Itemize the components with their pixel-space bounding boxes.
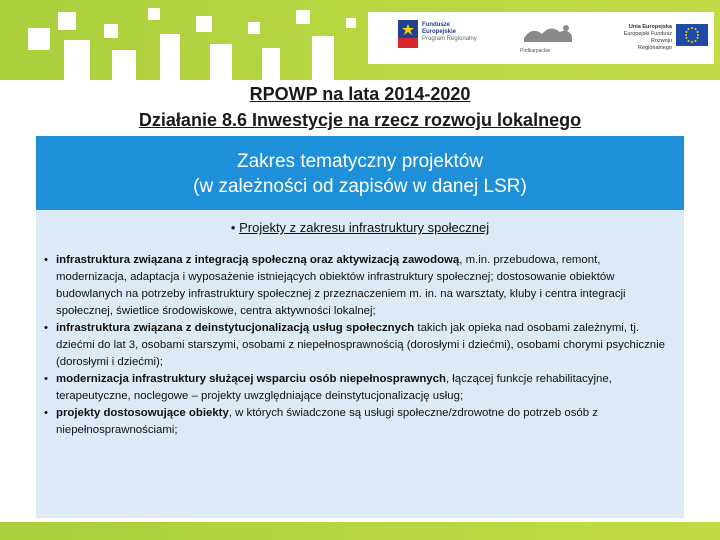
fe-line3: Program Regionalny — [422, 36, 477, 42]
decor-square — [28, 28, 50, 50]
decor-square — [262, 48, 280, 80]
list-item-text: , m.in. przebudowa, remont, modernizacja, adaptacja i wyposażenie istniejących obiektów infrastruktury społecznej; dostosowanie obiektów budowlanych na potrzeby infrastruktury społecznej z przeznaczeniem m. in. na warsztaty, kluby i centra integracji społecznej, świetlice środowiskowe, centra aktywności lokalnej; — [56, 254, 626, 317]
list-item — [44, 252, 674, 320]
decor-square — [104, 24, 118, 38]
decor-square — [346, 18, 356, 28]
decor-square — [160, 34, 180, 80]
panel-heading-line1: Zakres tematyczny projektów — [236, 151, 484, 172]
panel-heading-line2: (w zależności od zapisów w danej LSR) — [193, 176, 527, 197]
fundusze-europejskie-logo-mark — [398, 20, 418, 48]
list-item-bold: modernizacja infrastruktury służącej wsparciu osób niepełnosprawnych — [56, 373, 446, 385]
unia-europejska-text — [618, 24, 672, 52]
header-bar — [0, 0, 720, 80]
fe-line1: Fundusze — [422, 22, 450, 28]
subheading-bullet: • — [230, 220, 236, 235]
eu-flag-icon — [676, 24, 708, 46]
list-item-bold: projekty dostosowujące obiekty — [56, 407, 229, 419]
slide-title-line2: Działanie 8.6 Inwestycje na rzecz rozwoju lokalnego — [138, 110, 582, 130]
podkarpackie-logo — [520, 20, 576, 60]
slide-title-line1: RPOWP na lata 2014-2020 — [249, 84, 471, 104]
content-panel — [36, 136, 684, 518]
ue-line1: Unia Europejska — [628, 24, 672, 30]
podkarpackie-logo-mark — [520, 20, 576, 48]
decor-square — [64, 40, 90, 80]
decor-square — [248, 22, 260, 34]
list-item-bold: infrastruktura związana z integracją społeczną oraz aktywizacją zawodową — [56, 254, 460, 266]
list-item — [44, 371, 674, 405]
panel-heading — [36, 136, 684, 210]
decor-square — [296, 10, 310, 24]
list-item-text: , w których świadczone są usługi społeczne/zdrowotne do potrzeb osób z niepełnosprawnościami; — [56, 407, 598, 436]
podkarpackie-text: Podkarpackie — [520, 48, 551, 54]
logos-strip — [368, 12, 714, 64]
decor-square — [312, 36, 334, 80]
decor-square — [196, 16, 212, 32]
list-item — [44, 405, 674, 439]
footer-bar — [0, 522, 720, 540]
fundusze-europejskie-logo — [398, 18, 508, 58]
unia-europejska-logo — [618, 24, 710, 60]
panel-subheading — [36, 220, 684, 235]
list-item-bold: infrastruktura związana z deinstytucjonalizacją usług społecznych — [56, 322, 415, 334]
ue-line2: Europejski Fundusz — [623, 31, 672, 37]
ue-line3: Rozwoju Regionalnego — [638, 38, 672, 51]
list-item — [44, 320, 674, 371]
fundusze-europejskie-text — [422, 22, 502, 43]
project-list — [44, 252, 674, 439]
list-item-text: takich jak opieka nad osobami zależnymi, tj. dziećmi do lat 3, osobami starszymi, osobami z niepełnosprawnością (dorosłymi i dziećmi), osobami chorymi psychicznie (dorosłymi i dziećmi); — [56, 322, 665, 368]
fe-line2: Europejskie — [422, 29, 457, 35]
decor-square — [148, 8, 160, 20]
list-item-text: , łączącej funkcje rehabilitacyjne, terapeutyczne, noclegowe – projekty uwzględniające deinstytucjonalizację usług; — [56, 373, 612, 402]
decor-square — [210, 44, 232, 80]
decor-square — [112, 50, 136, 80]
decor-square — [58, 12, 76, 30]
subheading-text: Projekty z zakresu infrastruktury społecznej — [239, 220, 490, 235]
